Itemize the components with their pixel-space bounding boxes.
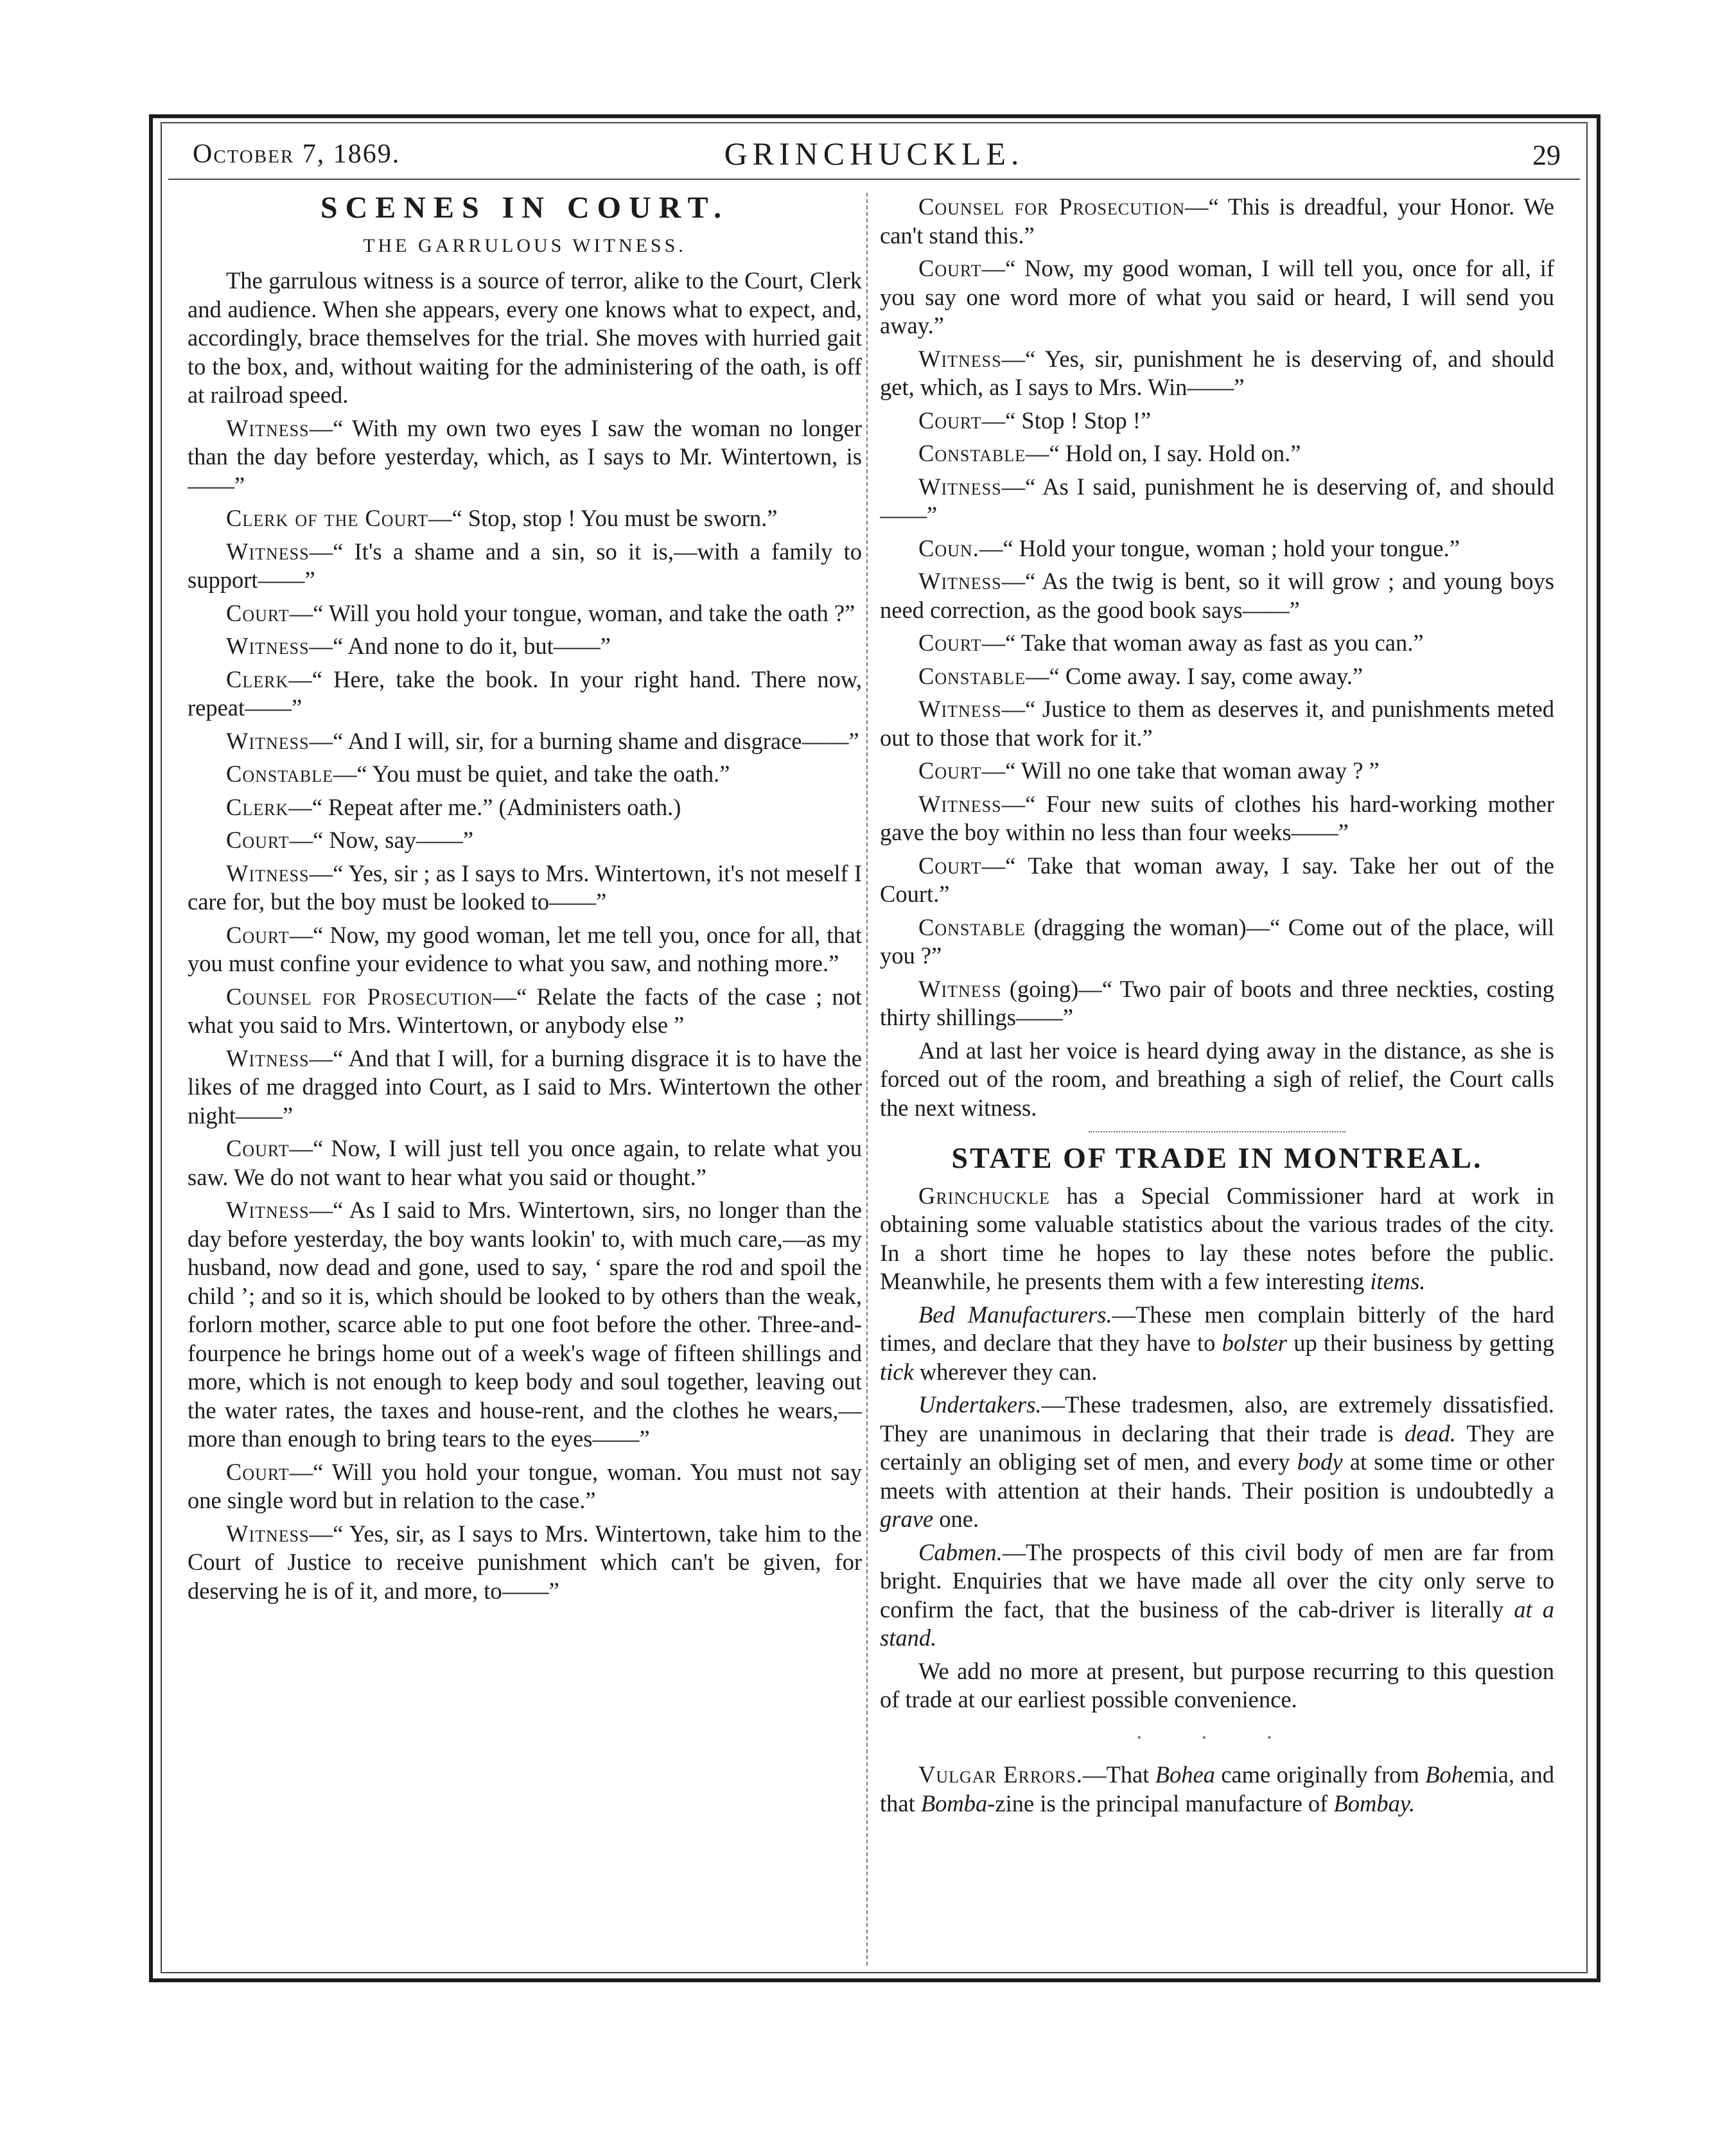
dialogue-line [188, 826, 862, 855]
dialogue-line [188, 538, 862, 595]
section-subtitle-garrulous-witness: THE GARRULOUS WITNESS. [363, 234, 687, 256]
speaker-name: Clerk [226, 665, 289, 692]
dialogue-line [188, 599, 862, 628]
speaker-name: Constable [918, 913, 1026, 940]
dialogue-line [188, 414, 862, 500]
dialogue-line [880, 629, 1554, 658]
dialogue-line [188, 1134, 862, 1192]
trade-item-paragraph [880, 1391, 1554, 1534]
speech-text: —“ And I will, sir, for a burning shame and disgrace——” [309, 727, 859, 754]
pun-word: Bohe [1425, 1761, 1474, 1788]
dialogue-line [188, 504, 862, 533]
speech-text: —“ Now, my good woman, let me tell you, once for all, that you must confine your evidence to what you saw, and nothing more.” [188, 921, 862, 976]
speech-text: —“ Will you hold your tongue, woman. You must not say one single word but in relation to the case.” [188, 1458, 862, 1513]
pun-word: body [1297, 1448, 1343, 1475]
dialogue-line [880, 407, 1554, 436]
speaker-name: Constable [918, 662, 1026, 689]
speaker-name: Witness [918, 696, 1002, 722]
vulgar-errors-heading: Vulgar Errors. [918, 1761, 1083, 1788]
speech-text: —“ Four new suits of clothes his hard-working mother gave the boy within no less than four weeks——” [880, 790, 1554, 845]
pun-word: Bomba [920, 1790, 988, 1817]
ornament-dots: · · · [1135, 1723, 1299, 1750]
speech-text: —“ This is dreadful, your Honor. We can't stand this.” [880, 193, 1554, 249]
dialogue-line [188, 983, 862, 1040]
section-title-state-of-trade: STATE OF TRADE IN MONTREAL. [951, 1141, 1483, 1174]
court-closing-paragraph: And at last her voice is heard dying away in the distance, as she is forced out of the room, and breathing a sigh of relief, the Court calls the next witness. [880, 1037, 1554, 1121]
trade-item-text: up their business by getting [1286, 1330, 1554, 1356]
trade-item-text: at some time or other meets with attention at their hands. Their position is undoubtedly a [880, 1448, 1554, 1504]
speaker-name: Court [918, 757, 982, 784]
publication-name: Grinchuckle [918, 1182, 1050, 1209]
speech-text: —“ With my own two eyes I saw the woman no longer than the day before yesterday, which, as I says to Mr. Wintertown, is——” [188, 414, 862, 498]
speech-text: —“ Will no one take that woman away ? ” [981, 757, 1380, 784]
masthead [168, 127, 1580, 180]
dialogue-line [880, 473, 1554, 530]
speech-text: —“ Now, my good woman, I will tell you, once for all, if you say one word more of what you said or heard, I will send you away.” [880, 255, 1554, 339]
speaker-name: Witness [226, 727, 310, 754]
speech-text: —“ Now, I will just tell you once again, to relate what you saw. We do not want to hear what you said or thought.” [188, 1135, 862, 1190]
dialogue-line [188, 1196, 862, 1454]
dialogue-line [880, 439, 1554, 468]
speech-text: —“ Now, say——” [289, 827, 474, 853]
issue-date: October 7, 1869. [193, 139, 401, 169]
speaker-name: Witness [226, 859, 310, 886]
dialogue-line [880, 975, 1554, 1032]
speaker-name: Witness [226, 1044, 310, 1071]
speech-text: —“ As the twig is bent, so it will grow ; and young boys need correction, as the good book says——” [880, 568, 1554, 623]
speaker-name: Coun. [918, 534, 979, 561]
court-intro-paragraph: The garrulous witness is a source of terror, alike to the Court, Clerk and audience. When she appears, every one knows what to expect, and, accordingly, brace themselves for the trial. She moves with hurried gait to the box, and, without waiting for the administering of the oath, is off at railroad speed. [188, 267, 862, 408]
pun-word: Bohea [1155, 1761, 1215, 1788]
vulgar-errors-text: mia, and that [880, 1761, 1554, 1817]
speech-text: (dragging the woman)—“ Come out of the place, will you ?” [880, 913, 1554, 969]
speaker-name: Witness [226, 414, 310, 441]
dialogue-line [880, 193, 1554, 250]
speech-text: —“ And that I will, for a burning disgrace it is to have the likes of me dragged into Court, as I said to Mrs. Wintertown the other night——” [188, 1044, 862, 1129]
speech-text: —“ Stop ! Stop !” [981, 407, 1152, 434]
dialogue-line [880, 254, 1554, 340]
speech-text: —“ It's a shame and a sin, so it is,—with a family to support——” [188, 538, 862, 593]
speech-text: —“ Come away. I say, come away.” [1026, 662, 1363, 689]
dialogue-line [880, 757, 1554, 786]
dialogue-line [188, 793, 862, 822]
speech-text: —“ Take that woman away as fast as you can.” [981, 629, 1424, 656]
trade-item-text: —The prospects of this civil body of men are far from bright. Enquiries that we have made all over the city only serve to confirm the fact, that the business of the cab-driver is literally [880, 1538, 1554, 1623]
speaker-name: Witness [226, 538, 310, 565]
speaker-name: Court [226, 1458, 290, 1485]
speaker-name: Court [226, 921, 290, 948]
dialogue-line [188, 1520, 862, 1606]
speaker-name: Court [226, 827, 290, 853]
dialogue-line [188, 859, 862, 917]
trade-item-text: one. [933, 1506, 979, 1532]
speech-text: —“ Hold on, I say. Hold on.” [1026, 440, 1301, 466]
trade-intro-paragraph [880, 1182, 1554, 1296]
vulgar-errors-paragraph [880, 1761, 1554, 1818]
trade-intro-text: has a Special Commissioner hard at work in obtaining some valuable statistics about the various trades of the city. In a short time he hopes to lay these notes before the public. Meanwhile, he presents them with a few interesting [880, 1182, 1554, 1294]
trade-item-paragraph [880, 1301, 1554, 1387]
speaker-name: Witness [918, 790, 1002, 817]
vulgar-errors-text: —That [1082, 1761, 1155, 1788]
speaker-name: Court [918, 852, 982, 879]
pun-word: grave [880, 1506, 934, 1532]
dialogue-line [880, 790, 1554, 847]
pun-word: at a stand. [880, 1596, 1554, 1651]
speech-text: —“ Will you hold your tongue, woman, and take the oath ?” [289, 599, 855, 626]
pun-word: bolster [1222, 1330, 1287, 1356]
speech-text: —“ Yes, sir, as I says to Mrs. Wintertown, take him to the Court of Justice to receive punishment which can't be given, for deserving he is of it, and more, to——” [188, 1520, 862, 1604]
dialogue-line [880, 345, 1554, 402]
trade-item-heading: Bed Manufacturers. [918, 1301, 1112, 1328]
speech-text: —“ And none to do it, but——” [309, 633, 611, 659]
dialogue-line [188, 665, 862, 723]
dialogue-line [880, 534, 1554, 563]
speech-text: —“ Relate the facts of the case ; not what you said to Mrs. Wintertown, or anybody else ” [188, 983, 862, 1038]
speaker-name: Court [226, 599, 290, 626]
speech-text: —“ Justice to them as deserves it, and punishments meted out to those that work for it.” [880, 696, 1554, 751]
publication-title: GRINCHUCKLE. [724, 136, 1024, 172]
trade-item-heading: Cabmen. [918, 1538, 1003, 1565]
speaker-name: Court [918, 629, 982, 656]
speaker-name: Counsel for Prosecution [226, 983, 493, 1010]
speaker-name: Clerk [226, 793, 289, 820]
speech-text: —“ Here, take the book. In your right hand. There now, repeat——” [188, 665, 862, 721]
page-number: 29 [1532, 139, 1561, 171]
pun-word: dead. [1404, 1420, 1456, 1447]
speech-text: —“ As I said, punishment he is deserving of, and should——” [880, 473, 1554, 528]
dialogue-line [188, 760, 862, 789]
pun-word: tick [880, 1358, 914, 1385]
dialogue-line [188, 1044, 862, 1131]
trade-item-heading: Undertakers. [918, 1391, 1042, 1418]
speaker-name: Witness [918, 568, 1002, 594]
column-right [880, 193, 1554, 1953]
section-title-scenes-in-court: SCENES IN COURT. [320, 193, 730, 225]
trade-item-text: —These tradesmen, also, are extremely dissatisfied. They are unanimous in declaring that their trade is [880, 1391, 1554, 1447]
pun-word: Bombay. [1333, 1790, 1416, 1817]
speaker-name: Witness [226, 1197, 310, 1223]
speech-text: —“ Yes, sir, punishment he is deserving of, and should get, which, as I says to Mrs. Win——” [880, 345, 1554, 400]
trade-closing-paragraph: We add no more at present, but purpose recurring to this question of trade at our earliest possible convenience. [880, 1657, 1554, 1712]
speech-text: —“ As I said to Mrs. Wintertown, sirs, no longer than the day before yesterday, the boy wants lookin' to, with much care,—as my husband, now dead and gone, used to say, ‘ spare the rod and spoil the child ’; and so it is, which should be looked to by others than the weak, forlorn mother, scarce able to put one foot before the other. Three-and-fourpence he brings home out of a week's wage of fifteen shillings and more, which is not enough to keep body and soul together, leaving out the water rates, the taxes and house-rent, and the clothes he wears,—more than enough to bring tears to the eyes——” [188, 1197, 862, 1452]
speaker-name: Witness [226, 633, 310, 659]
dialogue-line [880, 913, 1554, 971]
speaker-name: Constable [918, 440, 1026, 466]
speaker-name: Court [918, 255, 982, 281]
trade-intro-italic: items. [1370, 1268, 1426, 1294]
dialogue-line [188, 727, 862, 756]
section-separator [1089, 1131, 1346, 1132]
speech-text: —“ You must be quiet, and take the oath.” [333, 761, 730, 787]
trade-item-text: —These men complain bitterly of the hard times, and declare that they have to [880, 1301, 1554, 1356]
speaker-name: Counsel for Prosecution [918, 193, 1185, 220]
dialogue-line [880, 695, 1554, 752]
trade-item-text: wherever they can. [913, 1358, 1098, 1385]
column-divider [866, 193, 868, 1966]
speech-text: —“ Hold your tongue, woman ; hold your tongue.” [979, 534, 1460, 561]
trade-item-text: They are certainly an obliging set of men, and every [880, 1420, 1554, 1475]
column-left [188, 193, 862, 1953]
speech-text: —“ Yes, sir ; as I says to Mrs. Wintertown, it's not meself I care for, but the boy must be looked to——” [188, 859, 862, 915]
speaker-name: Court [918, 407, 982, 434]
trade-item-paragraph [880, 1538, 1554, 1653]
dialogue-line [880, 852, 1554, 909]
speaker-name: Witness [226, 1520, 310, 1547]
dialogue-line [880, 662, 1554, 691]
speech-text: —“ Stop, stop ! You must be sworn.” [428, 505, 778, 531]
dialogue-line [188, 1458, 862, 1515]
speech-text: —“ Repeat after me.” (Administers oath.) [288, 793, 681, 820]
vulgar-errors-text: came originally from [1214, 1761, 1426, 1788]
vulgar-errors-text: -zine is the principal manufacture of [987, 1790, 1334, 1817]
speaker-name: Constable [226, 761, 334, 787]
dialogue-line [188, 921, 862, 978]
speaker-name: Witness [918, 473, 1002, 500]
speech-text: —“ Take that woman away, I say. Take her out of the Court.” [880, 852, 1554, 907]
speaker-name: Witness [918, 345, 1002, 372]
dialogue-line [880, 567, 1554, 624]
speaker-name: Court [226, 1135, 290, 1161]
speaker-name: Clerk of the Court [226, 505, 428, 531]
dialogue-line [188, 632, 862, 661]
speech-text: (going)—“ Two pair of boots and three neckties, costing thirty shillings——” [880, 975, 1554, 1030]
speaker-name: Witness [918, 975, 1002, 1002]
